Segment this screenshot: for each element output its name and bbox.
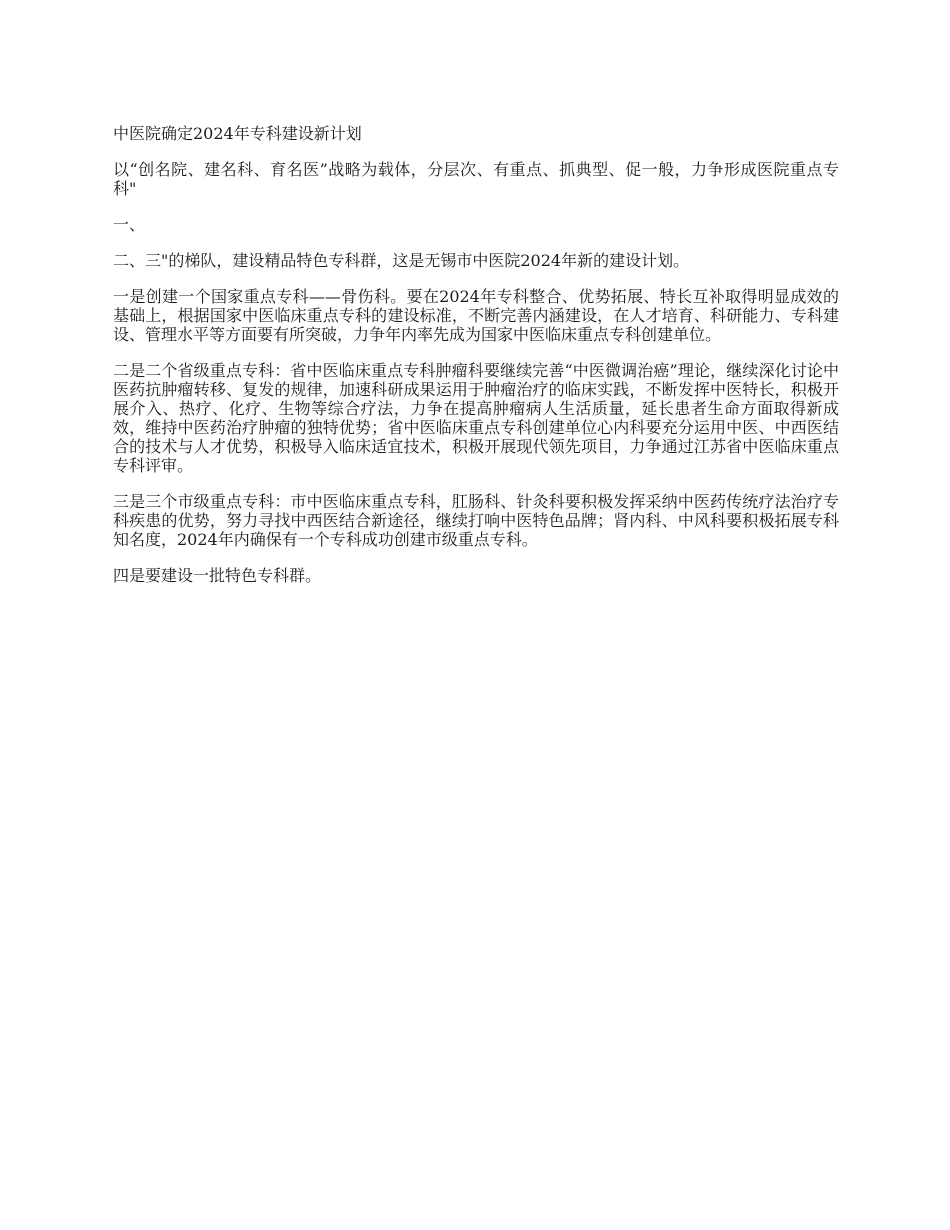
paragraph-two-three: 二、三"的梯队，建设精品特色专科群，这是无锡市中医院2024年新的建设计划。 (113, 251, 690, 270)
paragraph-national-specialty: 一是创建一个国家重点专科——骨伤科。要在2024年专科整合、优势拓展、特长互补取得明显成效的基础上，根据国家中医临床重点专科的建设标准，不断完善内涵建设，在人才培育、科研能力、专科建设、管理水平等方面要有所突破，力争年内率先成为国家中医临床重点专科创建单位。 (113, 287, 839, 344)
document-title: 中医院确定2024年专科建设新计划 (113, 124, 362, 143)
paragraph-one: 一、 (113, 215, 146, 234)
paragraph-municipal-specialty: 三是三个市级重点专科：市中医临床重点专科，肛肠科、针灸科要积极发挥采纳中医药传统疗法治疗专科疾患的优势，努力寻找中西医结合新途径，继续打响中医特色品牌；肾内科、中风科要积极拓展专科知名度，2024年内确保有一个专科成功创建市级重点专科。 (113, 492, 839, 549)
paragraph-provincial-specialty: 二是二个省级重点专科：省中医临床重点专科肿瘤科要继续完善“中医微调治癌”理论，继续深化讨论中医药抗肿瘤转移、复发的规律，加速科研成果运用于肿瘤治疗的临床实践，不断发挥中医特长，积极开展介入、热疗、化疗、生物等综合疗法，力争在提高肿瘤病人生活质量，延长患者生命方面取得新成效，维持中医药治疗肿瘤的独特优势；省中医临床重点专科创建单位心内科要充分运用中医、中西医结合的技术与人才优势，积极导入临床适宜技术，积极开展现代领先项目，力争通过江苏省中医临床重点专科评审。 (113, 361, 839, 475)
paragraph-specialty-group: 四是要建设一批特色专科群。 (113, 566, 322, 585)
paragraph-intro: 以“创名院、建名科、育名医”战略为载体，分层次、有重点、抓典型、促一般，力争形成医院重点专科" (113, 160, 839, 198)
document-body (113, 124, 839, 602)
